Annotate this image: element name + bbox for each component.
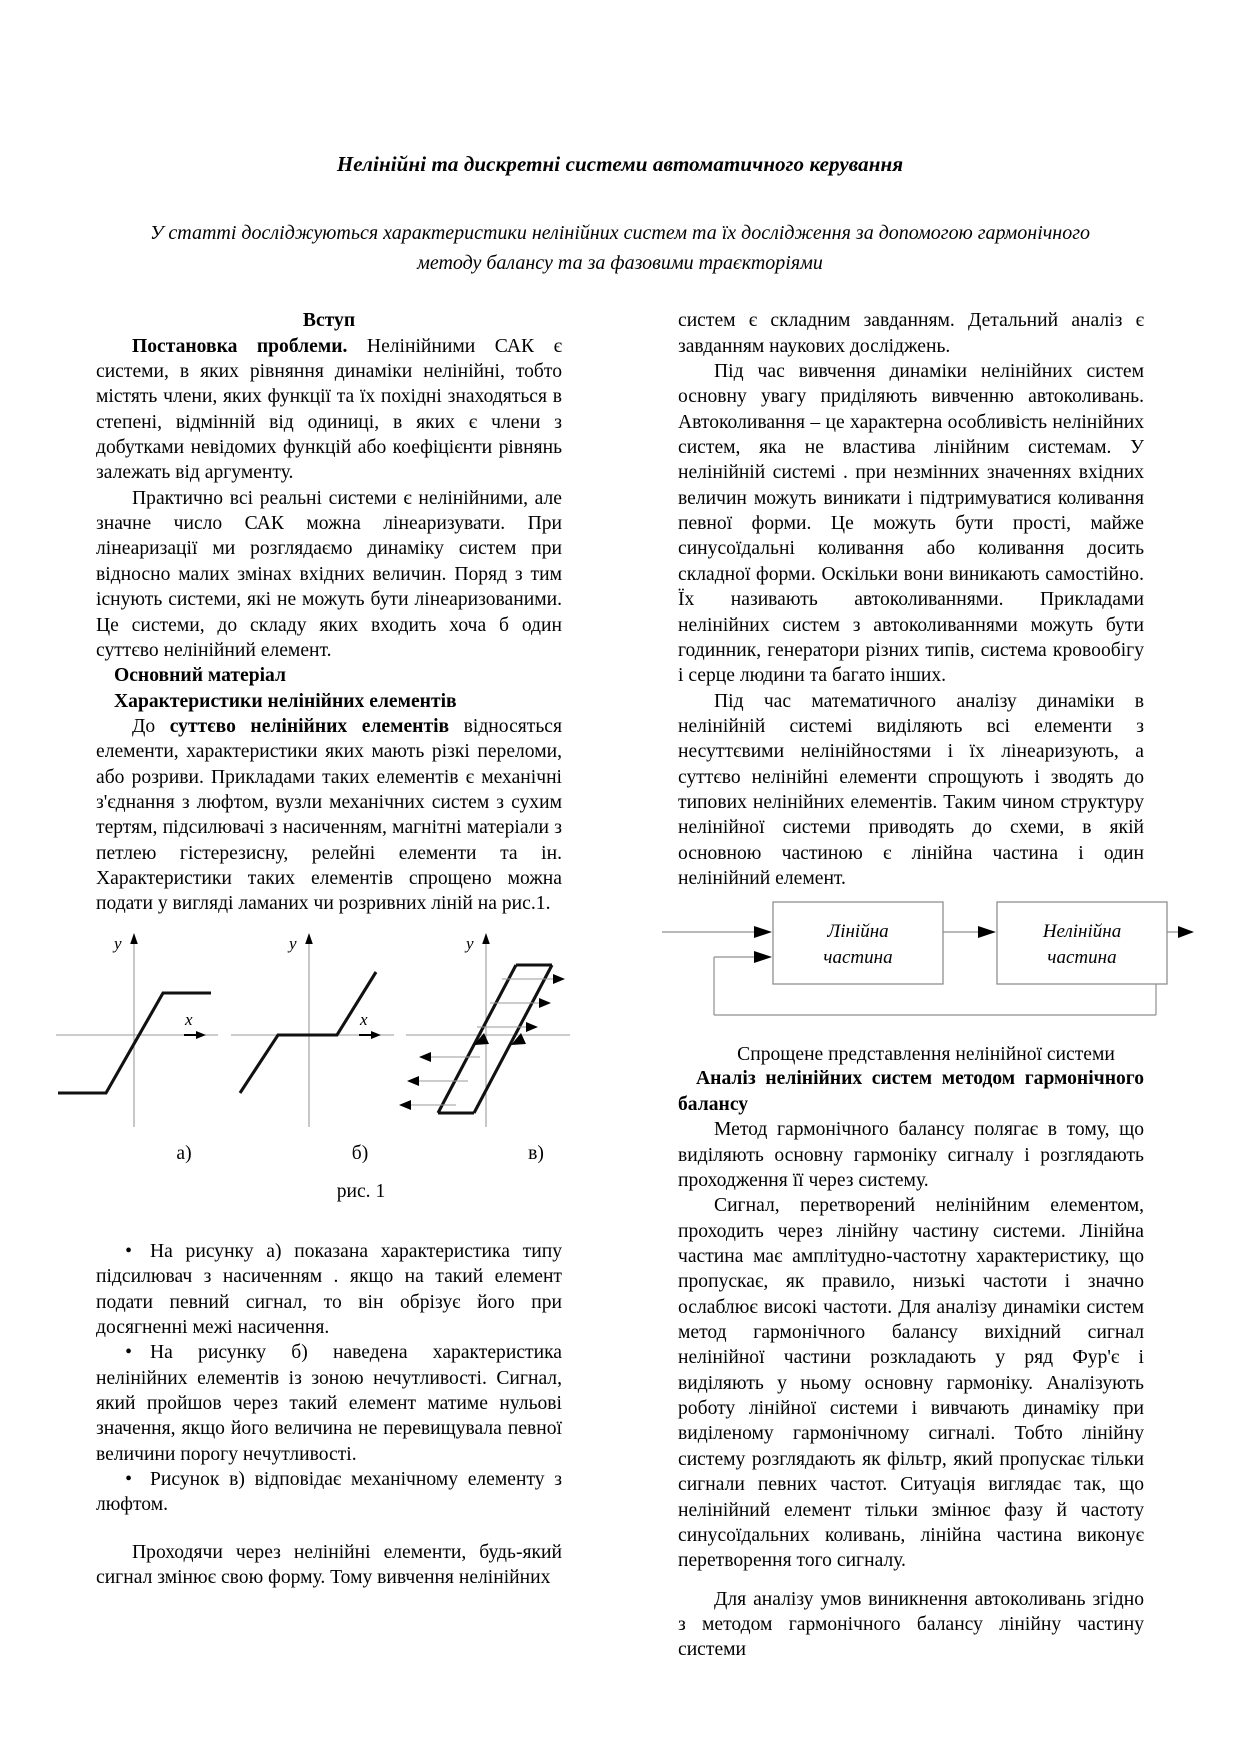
- block-2-label-line2: частина: [1047, 947, 1117, 969]
- block-diagram-svg: [656, 897, 1196, 1037]
- list-item-text: На рисунку б) наведена характеристика нелінійних елементів із зоною нечутливості. Сигнал, який пройшов через такий елемент матиме нульові значення, якщо його величина не перевищувала певної величини порогу нечутливості.: [96, 1342, 562, 1465]
- svg-text:y: y: [289, 933, 297, 953]
- paragraph-linearization: Практично всі реальні системи є нелінійними, але значне число САК можна лінеаризувати. При лінеаризації ми розглядаємо динаміку систем при відносно малих змінах вхідних величин. Поряд з тим існують системи, які не можуть бути лінеаризованими. Це системи, до складу яких входить хоча б один суттєво нелінійний елемент.: [96, 487, 562, 661]
- paragraph-problem-statement-text: Нелінійними САК є системи, в яких рівняння динаміки нелінійні, тобто містять члени, яких функції та їх похідні знаходяться в степені, відмінній від одиниці, в яких є члени з добутками невідомих функцій або коефіцієнти рівнянь залежать від аргументу.: [96, 335, 563, 484]
- figure-1: [46, 927, 576, 1147]
- left-column: [96, 308, 562, 1663]
- paragraph-conditions-analysis: Для аналізу умов виникнення автоколивань згідно з методом гармонічного балансу лінійну частину системи: [678, 1588, 1144, 1661]
- paragraph-essentially-nonlinear: [96, 714, 562, 917]
- runin-problem-statement: Постановка проблеми.: [132, 335, 348, 357]
- paragraph-structure-reduction: Під час математичного аналізу динаміки в нелінійній системі виділяють всі елементи з несуттєвими нелінійностями і їх лінеаризують, а суттєво нелінійні елементи спрощують і зводять до типових нелінійних елементів. Таким чином структуру нелінійної системи приводять до схеми, в якій основною частиною є лінійна частина і один нелінійний елемент.: [678, 690, 1144, 890]
- figure-1-label-b: б): [351, 1142, 369, 1164]
- figure-1-label-a: а): [176, 1142, 192, 1164]
- svg-text:y: y: [466, 933, 474, 953]
- figure-1-label-c: в): [528, 1142, 544, 1164]
- paragraph-essentially-nonlinear-a: До: [132, 715, 170, 737]
- paragraph-signal-transform: Сигнал, перетворений нелінійним елементом, проходить через лінійну частину системи. Лінійна частина має амплітудно-частотну характеристику, що пропускає, як правило, низькі частоти і значно ослаблює високі частоти. Для аналізу динаміки систем метод гармонічного балансу вихідний сигнал нелінійної частини розкладають у ряд Фур'є і виділяють у ньому основну гармоніку. Аналізують роботу лінійної системи і вивчають динаміку при виділеному гармонічному сигналі. Тобто лінійну систему розглядають як фільтр, який пропускає тільки сигнали певних частот. Ситуація виглядає так, що нелінійний елемент тільки змінює фазу й частоту синусоїдальних коливань, лінійна частина виконує перетворення того сигналу.: [678, 1195, 1144, 1572]
- svg-text:x: x: [185, 1009, 193, 1029]
- figure-1-svg: [46, 927, 576, 1142]
- page-title: Нелінійні та дискретні системи автоматичного керування: [336, 152, 904, 176]
- paragraph-complex-task: систем є складним завданням. Детальний аналіз є завданням наукових досліджень.: [678, 310, 1144, 357]
- block-1-label-line2: частина: [823, 947, 893, 969]
- list-item-text: На рисунку а) показана характеристика типу підсилювач з насиченням . якщо на такий елемент подати певний сигнал, то він обрізує його при досягненні межі насичення.: [96, 1240, 562, 1338]
- block-diagram-caption: Спрощене представлення нелінійної системи: [737, 1044, 1115, 1066]
- bullet-marker: •: [125, 1342, 132, 1364]
- heading-characteristics: Характеристики нелінійних елементів: [114, 690, 457, 712]
- paragraph-signal-shape: Проходячи через нелінійні елементи, будь-який сигнал змінює свою форму. Тому вивчення нелінійних: [96, 1541, 562, 1589]
- page-content: [96, 0, 1144, 1663]
- list-item: [96, 1239, 562, 1340]
- block-1-label-line1: Лінійна: [827, 921, 889, 943]
- list-item: [96, 1467, 562, 1518]
- heading-main-material: Основний матеріал: [114, 665, 287, 687]
- figure-1-caption: рис. 1: [336, 1180, 386, 1202]
- heading-intro: Вступ: [302, 310, 356, 332]
- bullet-marker: •: [125, 1469, 132, 1491]
- paragraph-problem-statement: [96, 334, 562, 486]
- paragraph-harmonic-method: Метод гармонічного балансу полягає в тому, що виділяють основну гармоніку сигналу і розглядають проходження її через систему.: [678, 1119, 1144, 1191]
- graph-b-deadzone: [231, 933, 394, 1127]
- paragraph-essentially-nonlinear-b: відносяться елементи, характеристики яких мають різкі переломи, або розриви. Прикладами таких елементів є механічні з'єднання з люфтом, вузли механічних систем з сухим тертям, підсилювачі з насиченням, магнітні матеріали з петлею гістерезисну, релейні елементи та ін. Характеристики таких елементів спрощено можна подати у вигляді ламаних чи розривних ліній на рис.1.: [96, 715, 562, 915]
- graph-a-saturation: [56, 933, 218, 1127]
- paragraph-essentially-nonlinear-bold: суттєво нелінійних елементів: [169, 715, 450, 737]
- list-item: [96, 1340, 562, 1467]
- block-diagram: [656, 897, 1196, 1042]
- paragraph-self-oscillation: Під час вивчення динаміки нелінійних систем основну увагу приділяють вивченню автоколивань. Автоколивання – це характерна особливість нелінійних систем, яка не властива лінійним системам. У нелінійній системі . при незмінних значеннях вхідних величин можуть виникати і підтримуватися коливання певної форми. Це можуть бути прості, майже синусоїдальні коливання або коливання досить складної форми. Оскільки вони виникають самостійно. Їх називають автоколиваннями. Прикладами нелінійних систем з автоколиваннями можуть бути годинник, генератори різних типів, система кровообігу і серце людини та багато інших.: [678, 360, 1144, 687]
- right-column: [678, 308, 1144, 1663]
- graph-c-hysteresis: [399, 933, 570, 1127]
- svg-text:x: x: [360, 1009, 368, 1029]
- bullet-marker: •: [125, 1240, 132, 1262]
- block-2-label-line1: Нелінійна: [1042, 921, 1122, 943]
- abstract: У статті досліджуються характеристики нелінійних систем та їх дослідження за допомогою гармонічного методу балансу та за фазовими траєкторіями: [149, 222, 1091, 274]
- svg-text:y: y: [114, 933, 122, 953]
- list-item-text: Рисунок в) відповідає механічному елементу з люфтом.: [96, 1469, 562, 1516]
- heading-harmonic-balance: Аналіз нелінійних систем методом гармонічного балансу: [678, 1068, 1144, 1115]
- two-column-body: [96, 308, 1144, 1663]
- figure-1-labels: [96, 1143, 626, 1165]
